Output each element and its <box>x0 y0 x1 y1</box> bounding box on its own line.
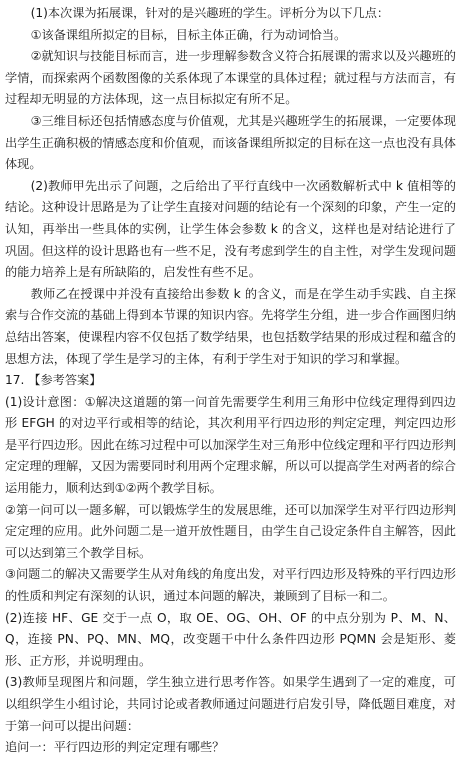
answer-label: 【参考答案】 <box>28 373 102 388</box>
paragraph-follow-up-1: 追问一：平行四边形的判定定理有哪些？ <box>5 740 225 755</box>
question-17-heading <box>5 370 456 392</box>
paragraph-intro: (1)本次课为拓展课，针对的是兴趣班的学生。评析分为以下几点： <box>30 6 390 20</box>
paragraph-intent-3: ③问题二的解决又需要学生从对角线的角度出发，对平行四边形及特殊的平行四边形的性质和判定有深刻的认识，通过本问题的解决，兼顾到了目标一和二。 <box>5 567 456 604</box>
paragraph-teacher-a: (2)教师甲先出示了问题，之后给出了平行直线中一次函数解析式中 k 值相等的结论。这种设计思路是为了让学生直接对问题的结论有一个深刻的印象，产生一定的认知，再举出一些具体的实例，让学生体会参数 k 的含义，这样也是对结论进行了巩固。但这样的设计思路也有一些不足，没有考虑到学生的自主性，对学生发现问题的能力培养上是有所缺陷的，启发性有些不足。 <box>5 178 456 280</box>
paragraph-teacher-b: 教师乙在授课中并没有直接给出参数 k 的含义，而是在学生动手实践、自主探索与合作交流的基础上得到本节课的知识内容。先将学生分组，进一步合作画图归纳总结出答案，使课程内容不仅包括了数学结果，也包括数学结果的形成过程和蕴含的思想方法，体现了学生是学习的主体，有利于学生对于知识的学习和掌握。 <box>5 286 456 366</box>
paragraph-design-intent: (1)设计意图：①解决这道题的第一问首先需要学生利用三角形中位线定理得到四边形 EFGH 的对边平行或相等的结论，其次利用平行四边形的判定定理，判定四边形是平行四边形。因此在练习过程中可以加深学生对三角形中位线定理和平行四边形判定定理的理解，又因为需要同时利用两个定理求解，所以可以提高学生对两者的综合运用能力，顺利达到①②两个教学目标。 <box>5 394 456 496</box>
paragraph-point-1: ①该备课组所拟定的目标，目标主体正确，行为动词恰当。 <box>30 27 347 42</box>
paragraph-intent-2: ②第一问可以一题多解，可以锻炼学生的发展思维，还可以加深学生对平行四边形判定定理的应用。此外问题二是一道开放性题目，由学生自己设定条件自主解答，因此可以达到第三个教学目标。 <box>5 502 456 560</box>
question-number: 17. <box>5 373 25 388</box>
paragraph-point-2: ②就知识与技能目标而言，进一步理解参数含义符合拓展课的需求以及兴趣班的学情，而探索两个函数图像的关系体现了本课堂的具体过程；就过程与方法而言，有过程却无明显的方法体现，这一点目标拟定有所不足。 <box>5 49 456 107</box>
paragraph-part-2: (2)连接 HF、GE 交于一点 O，取 OE、OG、OH、OF 的中点分别为 P、M、N、Q，连接 PN、PQ、MN、MQ，改变题干中什么条件四边形 PQMN 会是矩形、菱形、正方形，并说明理由。 <box>5 610 456 668</box>
paragraph-part-3: (3)教师呈现图片和问题，学生独立进行思考作答。如果学生遇到了一定的难度，可以组织学生小组讨论，共同讨论或者教师通过问题进行启发引导，降低题目难度，对于第一问可以提出问题： <box>5 675 456 733</box>
paragraph-point-3: ③三维目标还包括情感态度与价值观，尤其是兴趣班学生的拓展课，一定要体现出学生正确积极的情感态度和价值观，而该备课组所拟定的目标在这一点也没有具体体现。 <box>5 113 456 172</box>
